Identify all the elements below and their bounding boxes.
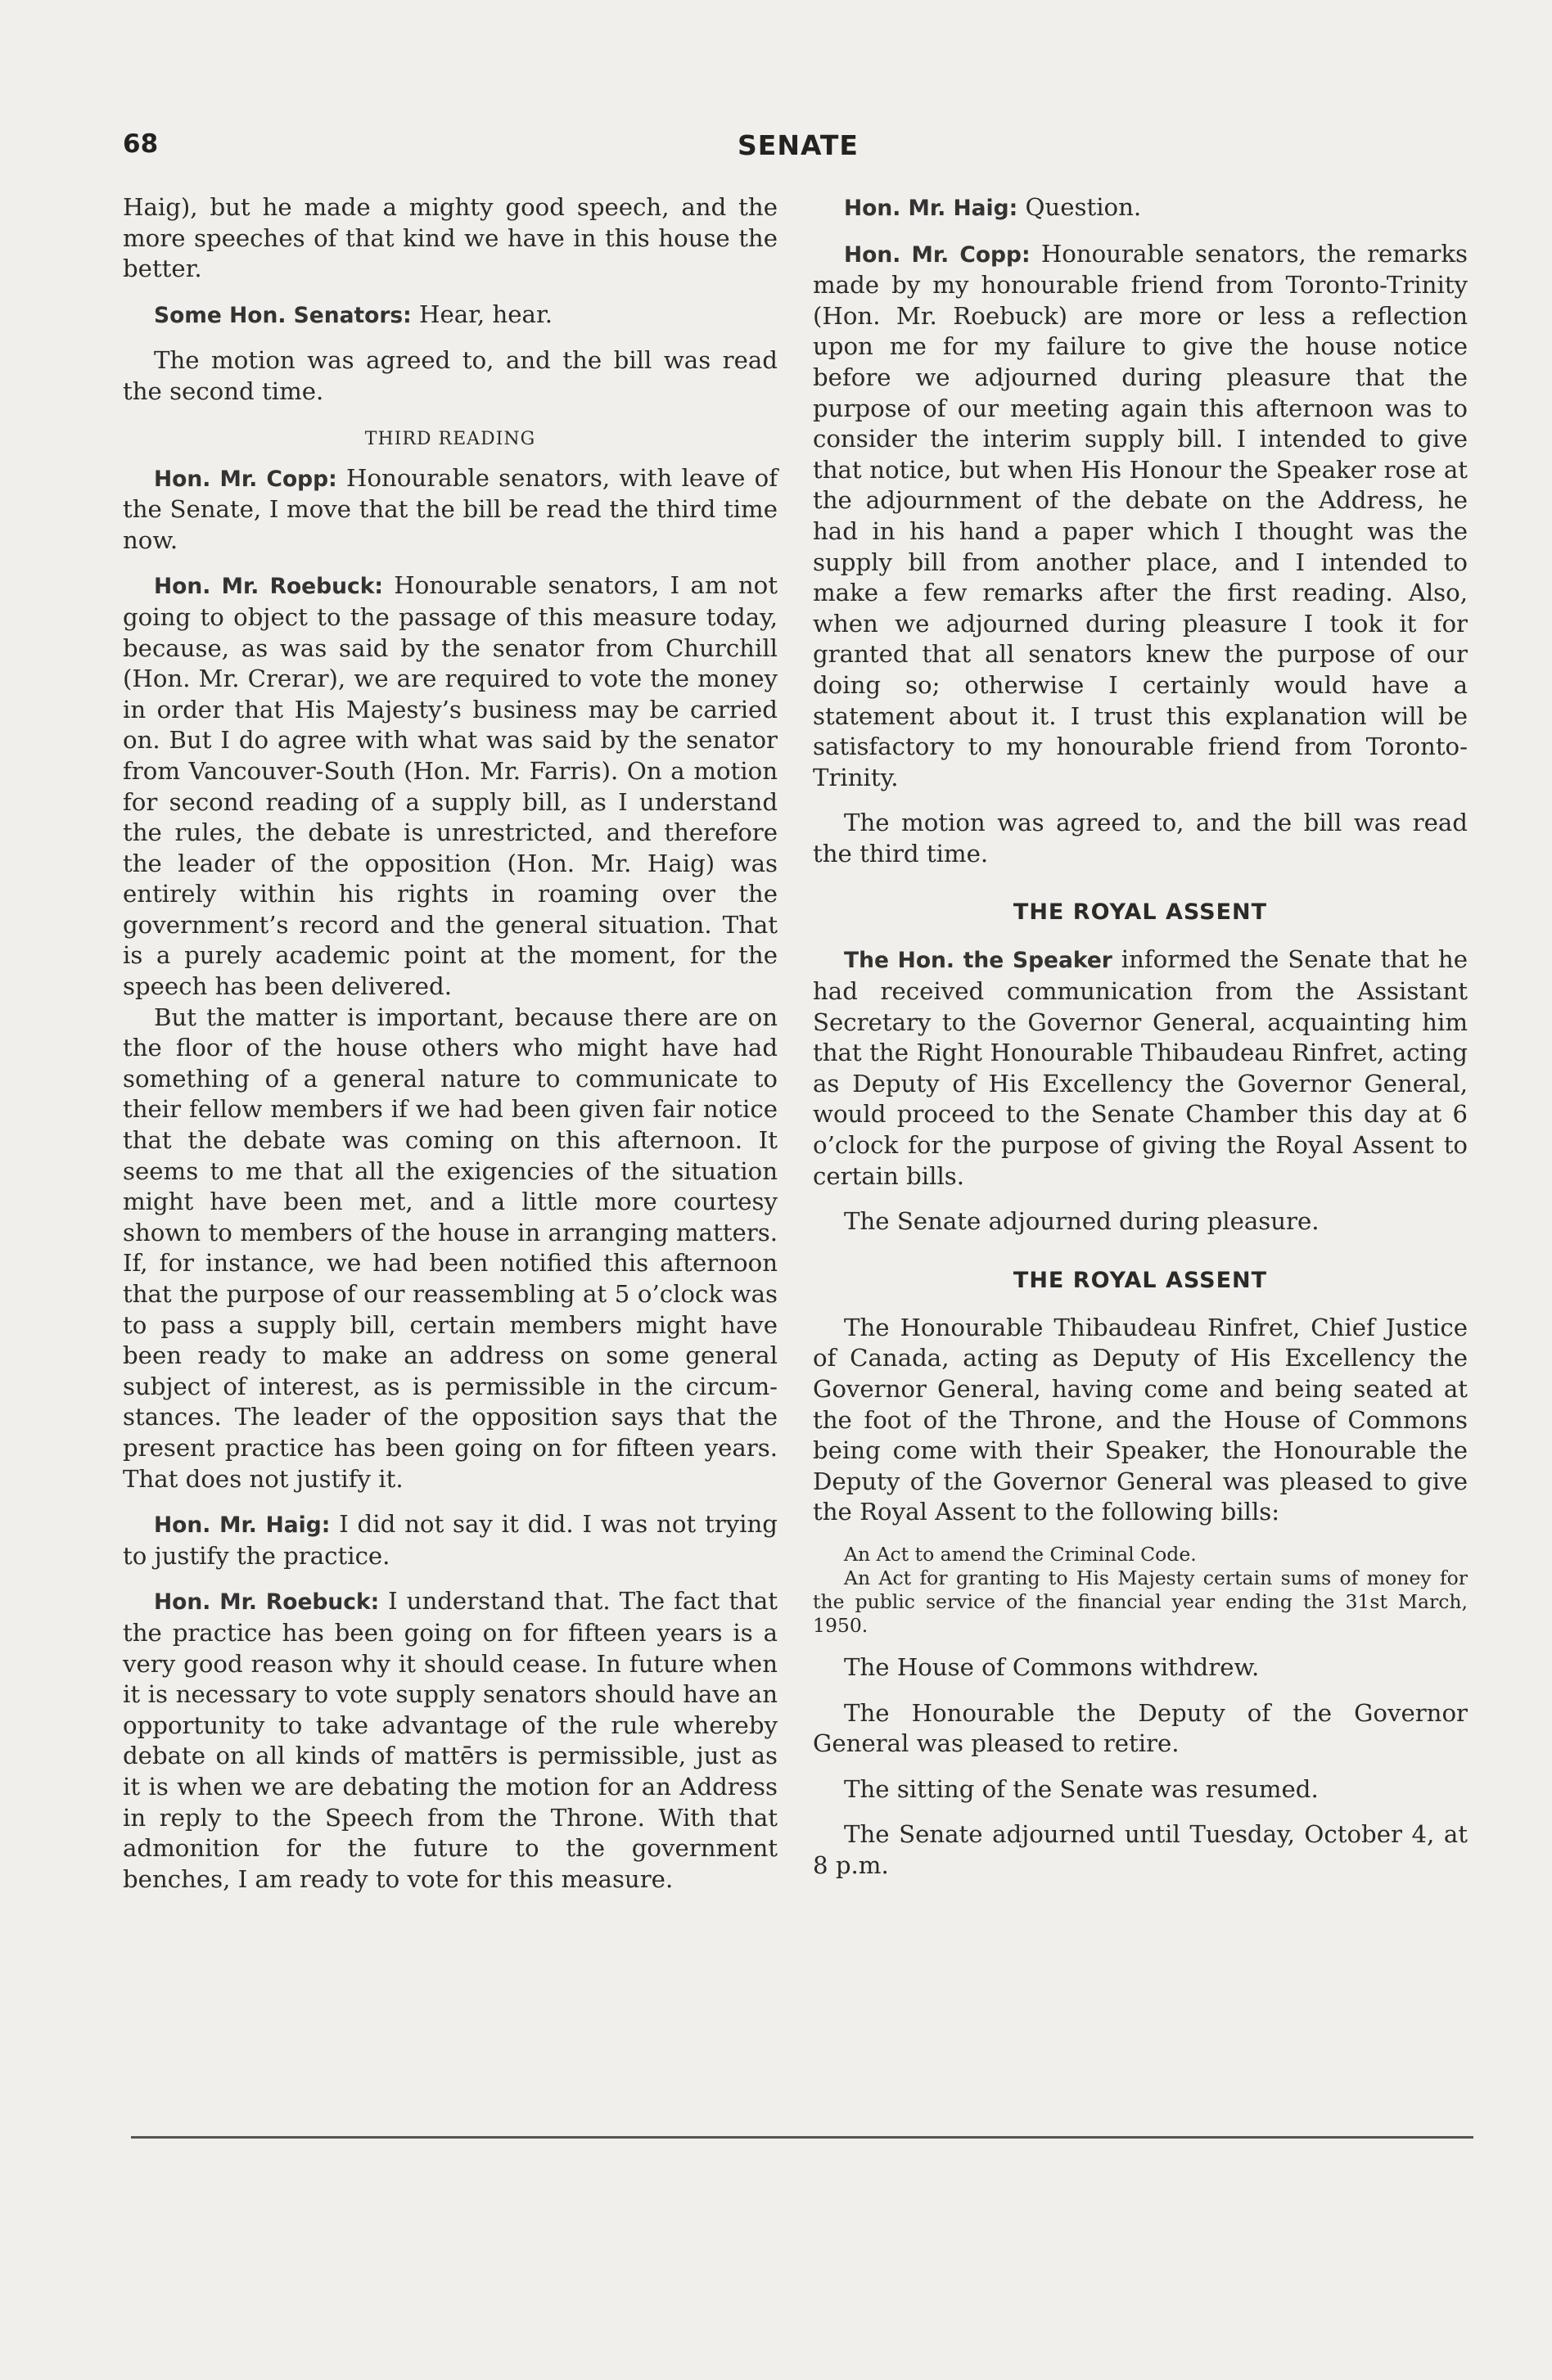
- page-number: 68: [123, 129, 159, 159]
- paragraph: The motion was agreed to, and the bill was read the second time.: [123, 346, 778, 405]
- paragraph: The sitting of the Senate was resumed.: [844, 1774, 1319, 1803]
- speech-paragraph: [123, 1586, 778, 1895]
- speech-paragraph: [123, 463, 778, 557]
- speaker-name: Hon. Mr. Copp:: [154, 466, 337, 492]
- paragraph: The motion was agreed to, and the bill was read the third time.: [813, 809, 1468, 868]
- speech-text: informed the Senate that he had received communication from the Assistant Secretary to the Governor General, acquainting him that the Right Honourable Thibaudeau Rinfret, acting as Deputy of His Excellency the Governor General, would proceed to the Senate Chamber this day at 6 o’clock for the purpose of giving the Royal Assent to certain bills.: [813, 945, 1469, 1190]
- bottom-rule: [131, 2136, 1473, 2139]
- act-title: An Act for granting to His Majesty certain sums of money for the public service of the financial year ending the 31st March, 1950.: [813, 1566, 1468, 1637]
- speech-text: I did not say it did. I was not trying to justify the practice.: [123, 1510, 778, 1570]
- speech-paragraph: [123, 300, 778, 331]
- speech-text: Honourable senators, the remarks made by my honourable friend from Toronto-Trinity (Hon. Mr. Roebuck) are more or less a reflection upon me for my failure to give the house notice before we adjourned during pleasure that the purpose of our meeting again this afternoon was to consider the interim supply bill. I intended to give that notice, but when His Honour the Speaker rose at the adjournment of the debate on the Address, he had in his hand a paper which I thought was the supply bill from another place, and I intended to make a few remarks after the first reading. Also, when we adjourned during pleasure I took it for granted that all senators knew the purpose of our doing so; otherwise I certainly would have a statement about it. I trust this explanation will be satisfactory to my honourable friend from Toronto-Trinity.: [813, 239, 1469, 791]
- speech-text: Hear, hear.: [419, 300, 553, 328]
- speaker-name: The Hon. the Speaker: [844, 948, 1112, 974]
- speech-paragraph: [123, 570, 778, 1002]
- right-column: [813, 192, 1468, 1882]
- paragraph: Haig), but he made a mighty good speech, and the more speeches of that kind we have in this house the better.: [123, 193, 778, 283]
- section-heading-royal-assent: THE ROYAL ASSENT: [1013, 899, 1268, 926]
- speech-text: I understand that. The fact that the practice has been going on for fifteen years is a very good reason why it should cease. In future when it is necessary to vote supply senators should have an opportunity to take advantage of the rule whereby debate on all kinds of mattērs is permissible, just as it is when we are debating the motion for an Address in reply to the Speech from the Throne. With that admonition for the future to the government benches, I am ready to vote for this measure.: [123, 1587, 778, 1893]
- running-head-title: SENATE: [738, 129, 859, 161]
- speech-paragraph: [813, 944, 1468, 1192]
- paragraph: The Senate adjourned until Tuesday, October 4, at 8 p.m.: [813, 1820, 1468, 1879]
- section-heading-royal-assent: THE ROYAL ASSENT: [1013, 1267, 1268, 1293]
- paragraph: But the matter is important, because there are on the floor of the house others who might have had something of a general nature to communicate to their fellow members if we had been given fair notice that the debate was coming on this afternoon. It seems to me that all the exigencies of the situation might have been met, and a little more courtesy shown to members of the house in arranging matters. If, for instance, we had been notified this afternoon that the purpose of our reassembling at 5 o’clock was to pass a supply bill, certain members might have been ready to make an address on some general subject of interest, as is permissible in the circumstances. The leader of the opposition says that the present practice has been going on for fifteen years. That does not justify it.: [123, 1003, 778, 1493]
- act-title: An Act to amend the Criminal Code.: [844, 1542, 1197, 1566]
- left-column: [123, 192, 778, 1895]
- speaker-name: Some Hon. Senators:: [154, 302, 412, 328]
- speech-paragraph: [123, 1509, 778, 1571]
- paragraph: The House of Commons withdrew.: [844, 1652, 1260, 1681]
- speaker-name: Hon. Mr. Roebuck:: [154, 574, 383, 600]
- page-header: [123, 129, 1473, 170]
- speech-text: Honourable senators, I am not going to object to the passage of this measure today, because, as was said by the senator from Churchill (Hon. Mr. Crerar), we are required to vote the money in order that His Majesty’s business may be carried on. But I do agree with what was said by the senator from Vancouver-South (Hon. Mr. Farris). On a motion for second reading of a supply bill, as I understand the rules, the debate is unrestricted, and therefore the leader of the opposition (Hon. Mr. Haig) was entirely within his rights in roaming over the government’s record and the general situation. That is a purely academic point at the moment, for the speech has been delivered.: [123, 571, 778, 1001]
- speaker-name: Hon. Mr. Roebuck:: [154, 1589, 380, 1616]
- speaker-name: Hon. Mr. Copp:: [844, 241, 1031, 268]
- speaker-name: Hon. Mr. Haig:: [154, 1512, 331, 1539]
- speech-text: Question.: [1025, 193, 1142, 221]
- speech-paragraph: [813, 239, 1468, 794]
- speech-text: Honourable senators, with leave of the Senate, I move that the bill be read the third time now.: [123, 463, 778, 554]
- speech-paragraph: [813, 192, 1468, 224]
- section-heading-third-reading: THIRD READING: [364, 428, 536, 449]
- speaker-name: Hon. Mr. Haig:: [844, 196, 1018, 221]
- paragraph: The Honourable the Deputy of the Governor General was pleased to retire.: [813, 1698, 1468, 1758]
- paragraph: The Senate adjourned during pleasure.: [844, 1207, 1320, 1236]
- paragraph: The Honourable Thibaudeau Rinfret, Chief Justice of Canada, acting as Deputy of His Excellency the Governor General, having come and being seated at the foot of the Throne, and the House of Commons being come with their Speaker, the Honourable the Deputy of the Governor General was pleased to give the Royal Assent to the following bills:: [813, 1313, 1468, 1526]
